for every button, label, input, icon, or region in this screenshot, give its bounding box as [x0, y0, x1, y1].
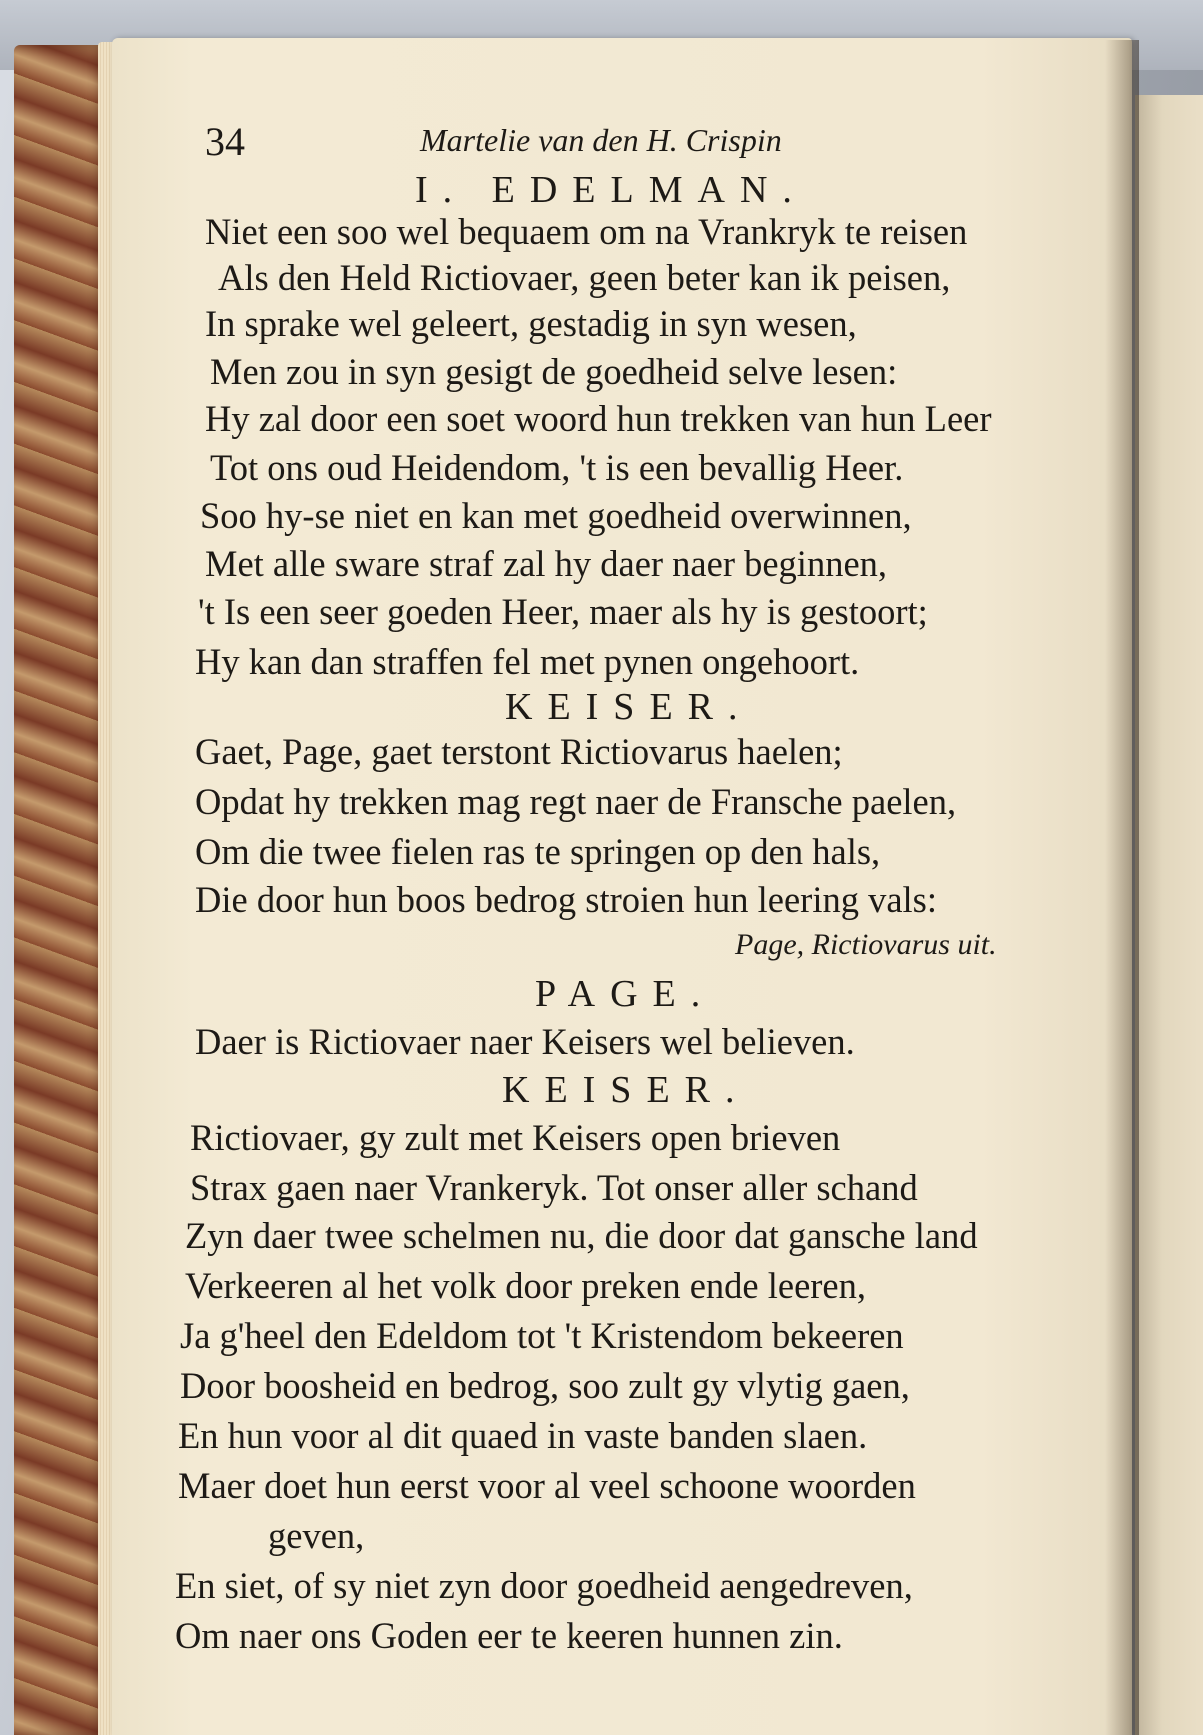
- verse-line: Hy kan dan straffen fel met pynen ongehoort.: [195, 641, 860, 682]
- speaker-heading: PAGE.: [535, 973, 716, 1015]
- verse-line: geven,: [268, 1515, 365, 1556]
- running-head: Martelie van den H. Crispin: [420, 122, 782, 158]
- speaker-heading: I. EDELMAN.: [415, 169, 807, 211]
- verse-line: Men zou in syn gesigt de goedheid selve lesen:: [210, 351, 898, 392]
- verse-line: Om naer ons Goden eer te keeren hunnen zin.: [175, 1615, 843, 1656]
- verse-line: Tot ons oud Heidendom, 't is een bevallig Heer.: [210, 447, 904, 488]
- verse-line: Niet een soo wel bequaem om na Vrankryk te reisen: [205, 211, 968, 252]
- facing-page-edge: [1135, 95, 1203, 1735]
- verse-line: Daer is Rictiovaer naer Keisers wel believen.: [195, 1021, 855, 1062]
- stage-direction: Page, Rictiovarus uit.: [735, 928, 997, 961]
- verse-line: Ja g'heel den Edeldom tot 't Kristendom bekeeren: [180, 1315, 904, 1356]
- gutter-shadow: [1105, 40, 1139, 1735]
- verse-line: Om die twee fielen ras te springen op den hals,: [195, 831, 881, 872]
- verse-line: Verkeeren al het volk door preken ende leeren,: [185, 1265, 867, 1306]
- verse-line: Door boosheid en bedrog, soo zult gy vlytig gaen,: [180, 1365, 910, 1406]
- verse-line: In sprake wel geleert, gestadig in syn wesen,: [205, 303, 857, 344]
- verse-line: Soo hy-se niet en kan met goedheid overwinnen,: [200, 495, 912, 536]
- verse-line: Opdat hy trekken mag regt naer de Fransche paelen,: [195, 781, 957, 822]
- verse-line: Als den Held Rictiovaer, geen beter kan ik peisen,: [218, 257, 951, 298]
- verse-line: Zyn daer twee schelmen nu, die door dat gansche land: [185, 1215, 978, 1256]
- speaker-heading: KEISER.: [502, 1069, 750, 1111]
- verse-line: Maer doet hun eerst voor al veel schoone woorden: [178, 1465, 916, 1506]
- verse-line: 't Is een seer goeden Heer, maer als hy is gestoort;: [198, 591, 928, 632]
- verse-line: Met alle sware straf zal hy daer naer beginnen,: [205, 543, 888, 584]
- verse-line: En hun voor al dit quaed in vaste banden slaen.: [178, 1415, 868, 1456]
- page-number: 34: [205, 119, 245, 164]
- verse-line: Rictiovaer, gy zult met Keisers open brieven: [190, 1117, 841, 1158]
- verse-line: Hy zal door een soet woord hun trekken van hun Leer: [205, 398, 992, 439]
- verse-line: Gaet, Page, gaet terstont Rictiovarus haelen;: [195, 731, 843, 772]
- verse-line: Die door hun boos bedrog stroien hun leering vals:: [195, 879, 938, 920]
- verse-line: Strax gaen naer Vrankeryk. Tot onser aller schand: [190, 1167, 918, 1208]
- speaker-heading: KEISER.: [505, 686, 753, 728]
- book-spine: [14, 45, 106, 1735]
- verse-line: En siet, of sy niet zyn door goedheid aengedreven,: [175, 1565, 913, 1606]
